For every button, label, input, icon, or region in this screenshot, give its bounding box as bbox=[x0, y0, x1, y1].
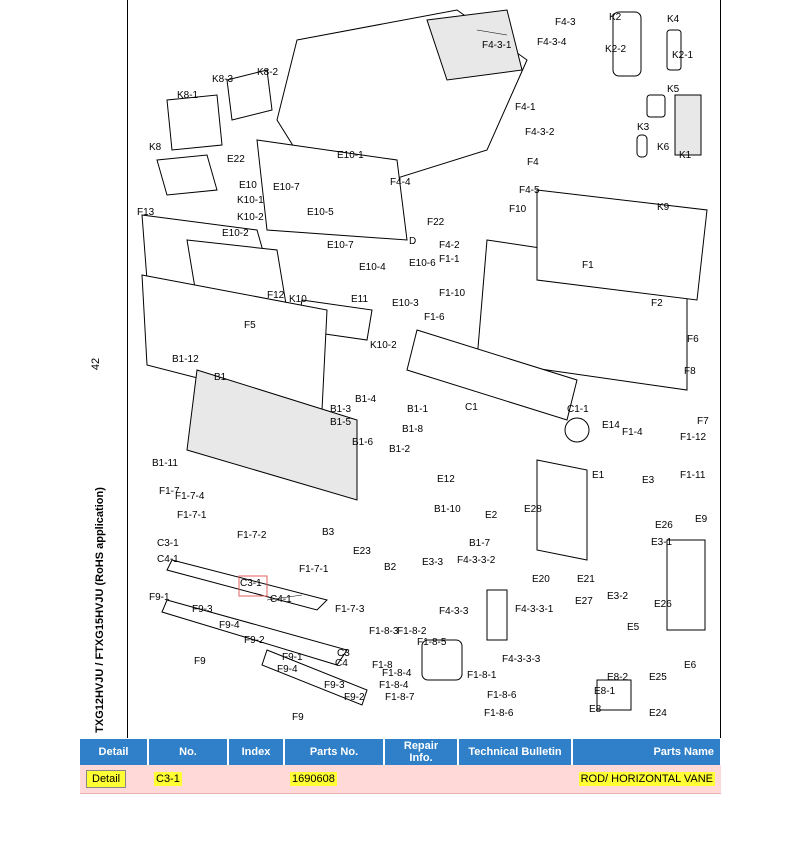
part-label: F4-3-4 bbox=[537, 37, 567, 48]
part-label: C4 bbox=[335, 658, 348, 669]
part-label: E10-5 bbox=[307, 207, 334, 218]
part-label: B1-11 bbox=[152, 458, 178, 469]
part-label: B1-3 bbox=[330, 404, 352, 415]
part-label: F4-3-3-2 bbox=[457, 555, 496, 566]
part-label: E6 bbox=[684, 660, 697, 671]
part-label: F9-4 bbox=[219, 620, 240, 631]
part-label: F4-1 bbox=[515, 102, 536, 113]
parts-no-value: 1690608 bbox=[292, 773, 335, 785]
part-label: E3-3 bbox=[422, 557, 444, 568]
part-label: E8 bbox=[589, 704, 602, 715]
part-label: K6 bbox=[657, 142, 670, 153]
part-label: F1-7-1 bbox=[177, 510, 207, 521]
part-label: E26 bbox=[654, 599, 672, 610]
parts-table-header bbox=[80, 739, 721, 765]
part-label: F4 bbox=[527, 157, 539, 168]
part-label: B2 bbox=[384, 562, 397, 573]
header-repair-info: Repair Info. bbox=[384, 739, 458, 765]
part-label: B1-2 bbox=[389, 444, 411, 455]
part-label: F1-12 bbox=[680, 432, 707, 443]
cell-parts-name bbox=[572, 765, 721, 794]
remote-holder bbox=[647, 95, 665, 117]
part-label: F9 bbox=[194, 656, 206, 667]
part-label: B1-10 bbox=[434, 504, 461, 515]
part-label: F13 bbox=[137, 207, 155, 218]
header-parts-no: Parts No. bbox=[284, 739, 384, 765]
part-label: E10-2 bbox=[222, 228, 249, 239]
part-label: K8-2 bbox=[257, 67, 279, 78]
part-label: K9 bbox=[657, 202, 670, 213]
flap-f9 bbox=[162, 600, 347, 665]
part-label: F1-11 bbox=[680, 470, 706, 481]
part-label: F1-4 bbox=[622, 427, 643, 438]
part-label: K1 bbox=[679, 150, 692, 161]
part-label: F1-6 bbox=[424, 312, 445, 323]
part-label: B1 bbox=[214, 372, 227, 383]
part-label: B1-7 bbox=[469, 538, 491, 549]
part-label: E21 bbox=[577, 574, 595, 585]
part-label: E2 bbox=[485, 510, 498, 521]
part-label: E3 bbox=[642, 475, 655, 486]
part-label: K8-1 bbox=[177, 90, 199, 101]
part-label: E1 bbox=[592, 470, 605, 481]
cover-e9 bbox=[667, 540, 705, 630]
part-label: B3 bbox=[322, 527, 335, 538]
part-label: E11 bbox=[351, 294, 369, 305]
part-label: E5 bbox=[627, 622, 640, 633]
part-label: K4 bbox=[667, 14, 680, 25]
part-label: F9-1 bbox=[282, 652, 303, 663]
part-label: E10-3 bbox=[392, 298, 419, 309]
part-label: E25 bbox=[649, 672, 667, 683]
parts-name-value: ROD/ HORIZONTAL VANE bbox=[580, 773, 713, 785]
part-label: E10-7 bbox=[273, 182, 300, 193]
part-label: F4-3-2 bbox=[525, 127, 555, 138]
detail-button[interactable]: Detail bbox=[86, 770, 126, 788]
part-label: F4-2 bbox=[439, 240, 460, 251]
part-label: C1-1 bbox=[567, 404, 589, 415]
part-label: F1-7-4 bbox=[175, 491, 205, 502]
part-label: C4-1 bbox=[270, 594, 292, 605]
header-detail: Detail bbox=[80, 739, 148, 765]
mounting-plate-k9 bbox=[537, 190, 707, 300]
part-label: F1-10 bbox=[439, 288, 466, 299]
part-label: E3-1 bbox=[651, 537, 673, 548]
part-label: K10-2 bbox=[237, 212, 264, 223]
part-label: E8-1 bbox=[594, 686, 616, 697]
part-label: K8-3 bbox=[212, 74, 234, 85]
part-label: K8 bbox=[149, 142, 162, 153]
part-label: E10-7 bbox=[327, 240, 354, 251]
part-label: F4-3-3-3 bbox=[502, 654, 541, 665]
part-label: F10 bbox=[509, 204, 527, 215]
part-label: E9 bbox=[695, 514, 708, 525]
part-label: B1-4 bbox=[355, 394, 377, 405]
part-label: F4-3 bbox=[555, 17, 576, 28]
part-label: K10-1 bbox=[237, 195, 264, 206]
part-label: E22 bbox=[227, 154, 245, 165]
cell-technical-bulletin bbox=[458, 765, 572, 794]
part-label: E26 bbox=[655, 520, 673, 531]
part-label: F4-3-3-1 bbox=[515, 604, 554, 615]
manual-k1 bbox=[675, 95, 701, 155]
electrical-box-e1 bbox=[537, 460, 587, 560]
part-label: F6 bbox=[687, 334, 699, 345]
part-label: F1-8-2 bbox=[397, 626, 427, 637]
part-label: F9-3 bbox=[324, 680, 345, 691]
part-label: F22 bbox=[427, 217, 445, 228]
part-label: F8 bbox=[684, 366, 696, 377]
part-label: F9-3 bbox=[192, 604, 213, 615]
part-label: F9-1 bbox=[149, 592, 170, 603]
part-label: K3 bbox=[637, 122, 650, 133]
cell-repair-info bbox=[384, 765, 458, 794]
part-label: F9 bbox=[292, 712, 304, 723]
part-label: F1-8-7 bbox=[385, 692, 415, 703]
part-label: F1-8-1 bbox=[467, 670, 497, 681]
part-label: F4-4 bbox=[390, 177, 411, 188]
part-label: B1-5 bbox=[330, 417, 352, 428]
cell-detail bbox=[80, 765, 148, 794]
part-label: F1-7 bbox=[159, 486, 180, 497]
part-number-link[interactable]: C3-1 bbox=[156, 773, 180, 785]
part-label: F1-7-2 bbox=[237, 530, 267, 541]
part-label: F1-8-5 bbox=[417, 637, 447, 648]
part-label: F1-1 bbox=[439, 254, 460, 265]
part-label: C3-1 bbox=[157, 538, 179, 549]
part-label: D bbox=[409, 236, 417, 247]
part-label: C4-1 bbox=[157, 554, 179, 565]
part-label: F1 bbox=[582, 260, 594, 271]
filter-k8-1 bbox=[167, 95, 222, 150]
part-label: K2 bbox=[609, 12, 622, 23]
battery-k3 bbox=[637, 135, 647, 157]
header-index: Index bbox=[228, 739, 284, 765]
part-label: F1-7-1 bbox=[299, 564, 329, 575]
cell-index bbox=[228, 765, 284, 794]
part-label: E10-6 bbox=[409, 258, 436, 269]
part-label: K2-2 bbox=[605, 44, 627, 55]
part-label: F4-5 bbox=[519, 185, 540, 196]
model-label: TXG12HVJU / FTXG15HVJU (RoHS application) bbox=[94, 487, 106, 733]
part-label: F1-8 bbox=[372, 660, 393, 671]
part-label: F1-8-4 bbox=[379, 680, 409, 691]
part-label: E8-2 bbox=[607, 672, 629, 683]
fan-motor-c1-1 bbox=[565, 418, 589, 442]
table-row bbox=[80, 765, 721, 794]
part-label: E24 bbox=[649, 708, 667, 719]
part-label: E10-4 bbox=[359, 262, 386, 273]
part-label: C3 bbox=[337, 648, 350, 659]
part-label: F4-3-1 bbox=[482, 40, 512, 51]
part-label: F1-7-3 bbox=[335, 604, 365, 615]
part-label: B1-8 bbox=[402, 424, 424, 435]
part-label: E12 bbox=[437, 474, 455, 485]
part-label: F12 bbox=[267, 290, 285, 301]
part-label: E27 bbox=[575, 596, 593, 607]
header-parts-name: Parts Name bbox=[572, 739, 721, 765]
part-label: B1-6 bbox=[352, 437, 374, 448]
part-label: E23 bbox=[353, 546, 371, 557]
part-label: K2-1 bbox=[672, 50, 694, 61]
page-number: 42 bbox=[90, 357, 102, 371]
part-label: E10 bbox=[239, 180, 257, 191]
part-label: F1-8-6 bbox=[487, 690, 517, 701]
filter-k8 bbox=[157, 155, 217, 195]
part-label: F5 bbox=[244, 320, 256, 331]
part-label: E14 bbox=[602, 420, 620, 431]
header-technical-bulletin: Technical Bulletin bbox=[458, 739, 572, 765]
part-label: E10-1 bbox=[337, 150, 364, 161]
bracket-f4-3-3 bbox=[487, 590, 507, 640]
part-label: E20 bbox=[532, 574, 550, 585]
cell-parts-no bbox=[284, 765, 384, 794]
part-label: F1-8-6 bbox=[484, 708, 514, 719]
part-label: F4-3-3 bbox=[439, 606, 469, 617]
part-label: E28 bbox=[524, 504, 542, 515]
part-label: K10-2 bbox=[370, 340, 397, 351]
part-label: F9-2 bbox=[244, 635, 265, 646]
part-label: F9-4 bbox=[277, 664, 298, 675]
part-label: K10 bbox=[289, 294, 307, 305]
header-no: No. bbox=[148, 739, 228, 765]
part-label: F1-8-3 bbox=[369, 626, 399, 637]
exploded-parts-diagram bbox=[127, 0, 721, 738]
part-label: F1-8-4 bbox=[382, 668, 412, 679]
part-label: F2 bbox=[651, 298, 663, 309]
part-label: C3-1 bbox=[240, 578, 262, 589]
cell-no bbox=[148, 765, 228, 794]
part-label: F7 bbox=[697, 416, 709, 427]
parts-table bbox=[80, 739, 722, 794]
part-label: E3-2 bbox=[607, 591, 629, 602]
part-label: C1 bbox=[465, 402, 478, 413]
part-label: K5 bbox=[667, 84, 680, 95]
part-label: B1-12 bbox=[172, 354, 199, 365]
part-label: F9-2 bbox=[344, 692, 365, 703]
part-label: B1-1 bbox=[407, 404, 429, 415]
